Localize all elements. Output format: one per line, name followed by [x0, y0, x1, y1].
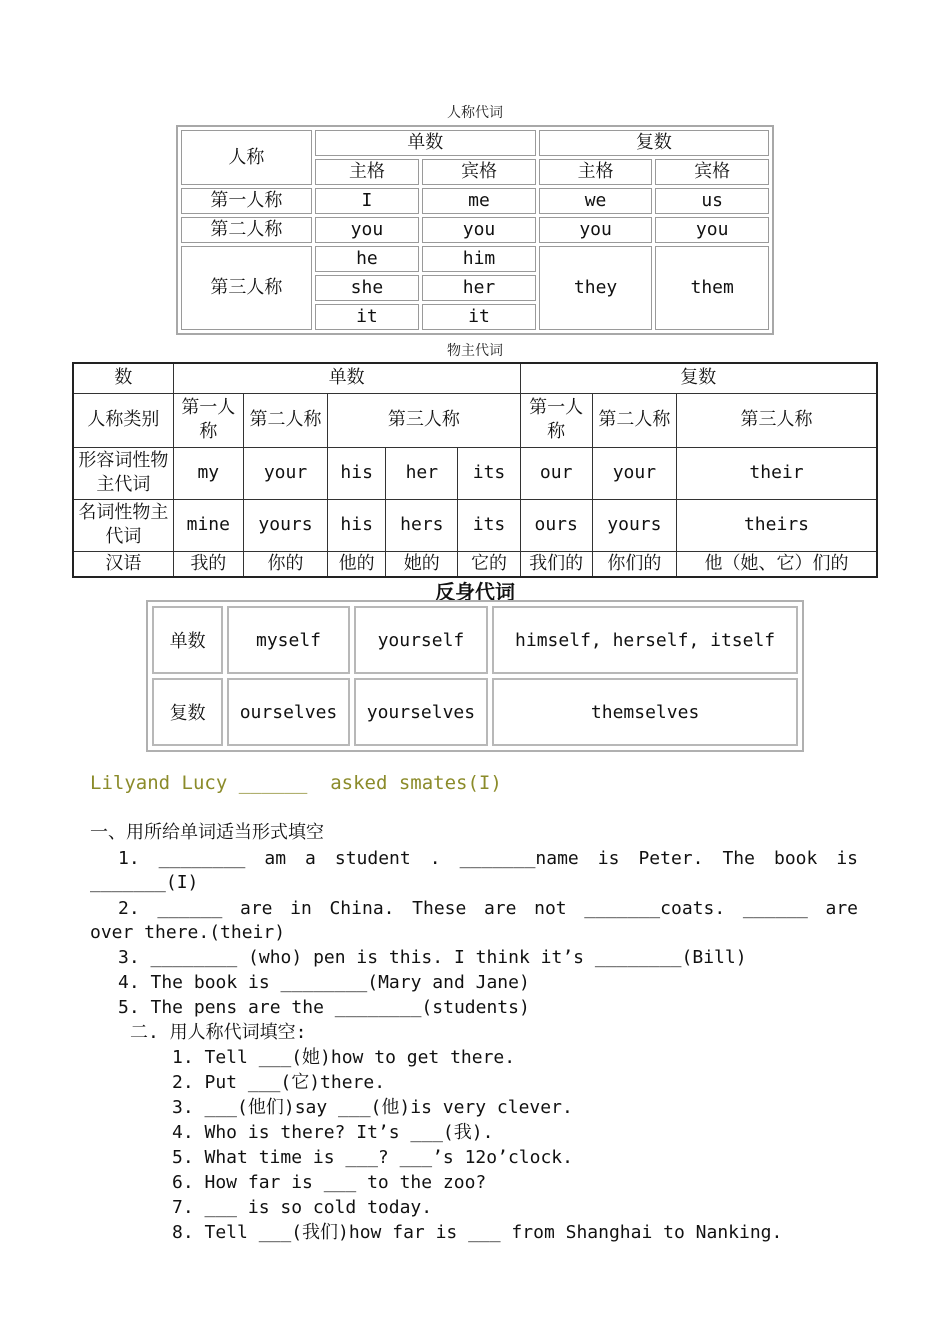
cell: hers	[386, 499, 458, 551]
table-row	[152, 606, 798, 674]
exercise-line: 1. ________ am a student . _______name is Peter. The book is	[118, 848, 858, 869]
list-item: 8. Tell ___(我们)how far is ___ from Shanghai to Nanking.	[172, 1222, 783, 1243]
header-singular: 单数	[315, 130, 536, 156]
cell: yours	[592, 499, 676, 551]
personal-pronoun-table	[176, 125, 774, 335]
list-item: 3. ___(他们)say ___(他)is very clever.	[172, 1097, 573, 1118]
personal-pronoun-caption: 人称代词	[447, 105, 503, 121]
table-row	[152, 678, 798, 746]
row-label: 名词性物主代词	[73, 499, 173, 551]
cell: our	[520, 447, 592, 499]
cell: she	[315, 275, 420, 301]
list-item: 2. Put ___(它)there.	[172, 1072, 386, 1093]
header-plural: 复数	[539, 130, 769, 156]
cell: 你的	[243, 551, 327, 577]
cell: myself	[227, 606, 349, 674]
cell: mine	[173, 499, 243, 551]
row-label: 形容词性物主代词	[73, 447, 173, 499]
possessive-pronoun-caption: 物主代词	[447, 343, 503, 359]
category-first: 第一人称	[520, 393, 592, 447]
cell: 我的	[173, 551, 243, 577]
list-item: 5. What time is ___? ___’s 12o’clock.	[172, 1147, 573, 1168]
cell: they	[539, 246, 653, 330]
row-label: 第一人称	[181, 188, 312, 214]
cell: I	[315, 188, 420, 214]
table-row	[181, 188, 769, 214]
header-number: 数	[73, 363, 173, 393]
table-row	[181, 246, 769, 272]
cell: my	[173, 447, 243, 499]
cell: he	[315, 246, 420, 272]
cell: your	[243, 447, 327, 499]
table-row	[73, 551, 877, 577]
section1-title: 一、用所给单词适当形式填空	[90, 822, 324, 843]
table-row	[73, 499, 877, 551]
cell: you	[655, 217, 769, 243]
cell: his	[328, 499, 386, 551]
category-second: 第二人称	[243, 393, 327, 447]
cell: you	[422, 217, 536, 243]
cell: his	[328, 447, 386, 499]
reflexive-pronoun-table	[146, 600, 804, 752]
cell: we	[539, 188, 653, 214]
exercise-line: _______(I)	[90, 872, 199, 893]
example-sentence: Lilyand Lucy ______ asked smates(I)	[90, 772, 502, 794]
category-third: 第三人称	[676, 393, 877, 447]
row-label: 复数	[152, 678, 223, 746]
header-pl-subjective: 主格	[539, 159, 653, 185]
cell: us	[655, 188, 769, 214]
possessive-pronoun-table	[72, 362, 878, 578]
list-item: 7. ___ is so cold today.	[172, 1197, 433, 1218]
cell: theirs	[676, 499, 877, 551]
cell: you	[539, 217, 653, 243]
row-label: 单数	[152, 606, 223, 674]
cell: ourselves	[227, 678, 349, 746]
table-row	[73, 447, 877, 499]
section2-title: 二. 用人称代词填空:	[130, 1022, 307, 1043]
list-item: 4. Who is there? It’s ___(我).	[172, 1122, 494, 1143]
header-sing-subjective: 主格	[315, 159, 420, 185]
header-plural: 复数	[520, 363, 877, 393]
cell: their	[676, 447, 877, 499]
cell: me	[422, 188, 536, 214]
cell: ours	[520, 499, 592, 551]
exercise-line: 3. ________ (who) pen is this. I think it’s ________(Bill)	[118, 947, 747, 968]
row-label: 人称类别	[73, 393, 173, 447]
cell: your	[592, 447, 676, 499]
category-second: 第二人称	[592, 393, 676, 447]
list-item: 1. Tell ___(她)how to get there.	[172, 1047, 516, 1068]
reflexive-pronoun-title: 反身代词	[435, 580, 515, 604]
cell: them	[655, 246, 769, 330]
cell: her	[422, 275, 536, 301]
row-label: 汉语	[73, 551, 173, 577]
exercise-line: over there.(their)	[90, 922, 286, 943]
cell: 我们的	[520, 551, 592, 577]
exercise-line: 5. The pens are the ________(students)	[118, 997, 530, 1018]
cell: himself, herself, itself	[492, 606, 798, 674]
cell: it	[315, 304, 420, 330]
cell: 你们的	[592, 551, 676, 577]
list-item: 6. How far is ___ to the zoo?	[172, 1172, 487, 1193]
cell: yourself	[354, 606, 489, 674]
category-third: 第三人称	[328, 393, 521, 447]
cell: 他（她、它）们的	[676, 551, 877, 577]
table-row	[181, 217, 769, 243]
cell: it	[422, 304, 536, 330]
row-label: 第三人称	[181, 246, 312, 330]
header-person: 人称	[181, 130, 312, 185]
header-singular: 单数	[173, 363, 520, 393]
cell: its	[458, 499, 520, 551]
cell: 他的	[328, 551, 386, 577]
category-first: 第一人称	[173, 393, 243, 447]
header-sing-objective: 宾格	[422, 159, 536, 185]
cell: themselves	[492, 678, 798, 746]
cell: yourselves	[354, 678, 489, 746]
header-pl-objective: 宾格	[655, 159, 769, 185]
cell: yours	[243, 499, 327, 551]
cell: its	[458, 447, 520, 499]
cell: 她的	[386, 551, 458, 577]
row-label: 第二人称	[181, 217, 312, 243]
exercise-line: 2. ______ are in China. These are not _______coats. ______ are	[118, 898, 858, 919]
cell: 它的	[458, 551, 520, 577]
cell: you	[315, 217, 420, 243]
cell: her	[386, 447, 458, 499]
cell: him	[422, 246, 536, 272]
exercise-line: 4. The book is ________(Mary and Jane)	[118, 972, 530, 993]
